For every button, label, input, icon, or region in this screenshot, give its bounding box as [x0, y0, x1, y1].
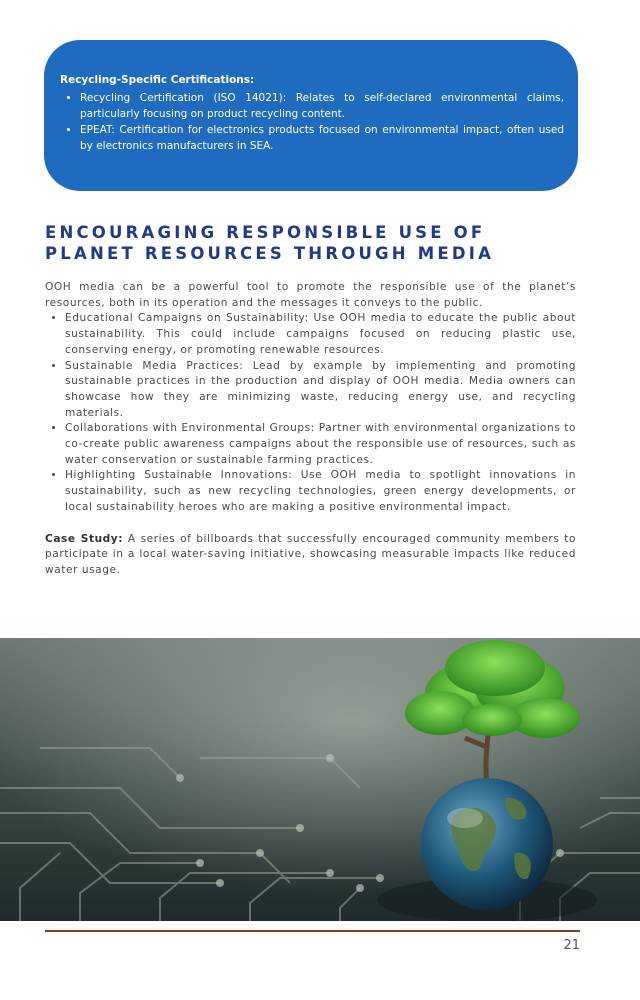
- list-item: • Sustainable Media Practices: Lead by example by implementing and promoting sustainable practices in the production and display of OOH media. Media owners can showcase how they are minimizing waste, reducing energy use, and recycling materials.: [65, 359, 576, 422]
- footer-divider: [45, 930, 580, 932]
- intro-paragraph: OOH media can be a powerful tool to promote the responsible use of the planet’s resources, both in its operation and the messages it conveys to the public.: [45, 281, 576, 309]
- list-item: • Educational Campaigns on Sustainability: Use OOH media to educate the public about sustainability. This could include campaigns focused on reducing plastic use, conserving energy, or promoting renewable resources.: [65, 311, 576, 358]
- list-item: • EPEAT: Certification for electronics products focused on environmental impact, often used by electronics manufacturers in SEA.: [80, 122, 564, 154]
- page-number: 21: [563, 938, 580, 953]
- case-study-label: Case Study:: [45, 532, 124, 545]
- list-item: • Recycling Certification (ISO 14021): Relates to self-declared environmental claims, particularly focusing on product recycling content.: [80, 90, 564, 122]
- case-study-paragraph: [45, 532, 576, 579]
- certifications-callout: [44, 40, 578, 191]
- section-title: ENCOURAGING RESPONSIBLE USE OF PLANET RESOURCES THROUGH MEDIA: [45, 223, 495, 263]
- tree-on-globe-circuit-image: [0, 638, 640, 921]
- bullet-list: [45, 311, 576, 515]
- certifications-list: [60, 90, 564, 154]
- section-body: [45, 280, 576, 579]
- case-study-text: A series of billboards that successfully encouraged community members to participate in a local water-saving initiative, showcasing measurable impacts like reduced water usage.: [45, 532, 576, 576]
- certifications-heading: Recycling-Specific Certifications:: [60, 74, 255, 86]
- list-item: • Highlighting Sustainable Innovations: Use OOH media to spotlight innovations in sustainability, such as new recycling technologies, green energy developments, or local sustainability heroes who are making a positive environmental impact.: [65, 468, 576, 515]
- list-item: • Collaborations with Environmental Groups: Partner with environmental organizations to co-create public awareness campaigns about the responsible use of resources, such as water conservation or sustainable farming practices.: [65, 421, 576, 468]
